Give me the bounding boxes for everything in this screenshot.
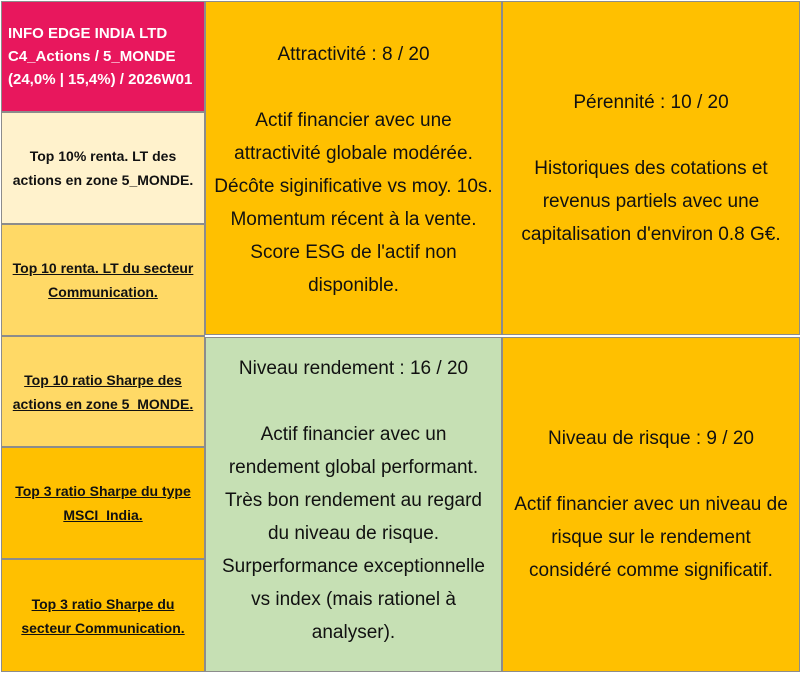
rendement-line: vs index (mais rationel à xyxy=(251,589,456,610)
risque-block xyxy=(502,337,800,672)
attractivite-line: Momentum récent à la vente. xyxy=(230,209,477,230)
perennite-line: Historiques des cotations et xyxy=(534,157,768,179)
perennite-block xyxy=(502,1,800,335)
attractivite-line: Score ESG de l'actif non xyxy=(250,242,457,263)
risque-title: Niveau de risque : 9 / 20 xyxy=(548,428,754,449)
ranking-tag-line: Top 10% renta. LT des xyxy=(29,148,177,164)
ranking-tag-line: Top 10 ratio Sharpe des xyxy=(24,371,182,388)
rendement-line: rendement global performant. xyxy=(228,457,479,478)
perennite-line: capitalisation d'environ 0.8 G€. xyxy=(521,223,781,245)
ranking-tag-line: MSCI_India. xyxy=(63,507,143,523)
rendement-line: analyser). xyxy=(311,622,396,643)
attractivite-block xyxy=(205,1,502,335)
attractivite-title: Attractivité : 8 / 20 xyxy=(277,44,430,65)
ranking-tag-line: actions en zone 5_MONDE. xyxy=(12,395,194,412)
perennite-title: Pérennité : 10 / 20 xyxy=(573,91,729,113)
rendement-line: Surperformance exceptionnelle xyxy=(222,556,485,577)
perennite-line: revenus partiels avec une xyxy=(542,190,760,212)
ranking-tag-2[interactable] xyxy=(1,224,205,336)
attractivite-line: Décôte siginificative vs moy. 10s. xyxy=(214,176,493,197)
ranking-tag-line: Top 3 ratio Sharpe du xyxy=(31,595,175,612)
rendement-line: Actif financier avec un xyxy=(260,424,447,445)
asset-performance: (24,0% | 15,4%) / 2026W01 xyxy=(8,71,193,88)
rendement-title: Niveau rendement : 16 / 20 xyxy=(238,358,469,379)
ranking-tag-line: Top 10 renta. LT du secteur xyxy=(12,260,194,276)
ranking-tag-4[interactable] xyxy=(1,447,205,559)
ranking-tag-1 xyxy=(1,112,205,224)
attractivite-line: Actif financier avec une xyxy=(255,110,452,131)
rendement-line: Très bon rendement au regard xyxy=(224,490,482,511)
ranking-tag-line: secteur Communication. xyxy=(21,619,185,636)
asset-header xyxy=(1,1,205,112)
ranking-tag-line: Top 3 ratio Sharpe du type xyxy=(15,483,191,499)
rendement-line: du niveau de risque. xyxy=(267,523,440,544)
asset-name: INFO EDGE INDIA LTD xyxy=(8,25,168,42)
risque-line: considéré comme significatif. xyxy=(529,560,773,581)
ranking-tag-line: actions en zone 5_MONDE. xyxy=(12,172,194,188)
ranking-tag-5[interactable] xyxy=(1,559,205,672)
rendement-block xyxy=(205,337,502,672)
asset-category: C4_Actions / 5_MONDE xyxy=(8,48,176,65)
attractivite-line: attractivité globale modérée. xyxy=(234,143,473,164)
attractivite-line: disponible. xyxy=(308,275,399,296)
risque-line: Actif financier avec un niveau de xyxy=(514,494,788,515)
ranking-tag-line: Communication. xyxy=(48,284,158,300)
ranking-tag-3[interactable] xyxy=(1,336,205,447)
risque-line: risque sur le rendement xyxy=(551,527,751,548)
